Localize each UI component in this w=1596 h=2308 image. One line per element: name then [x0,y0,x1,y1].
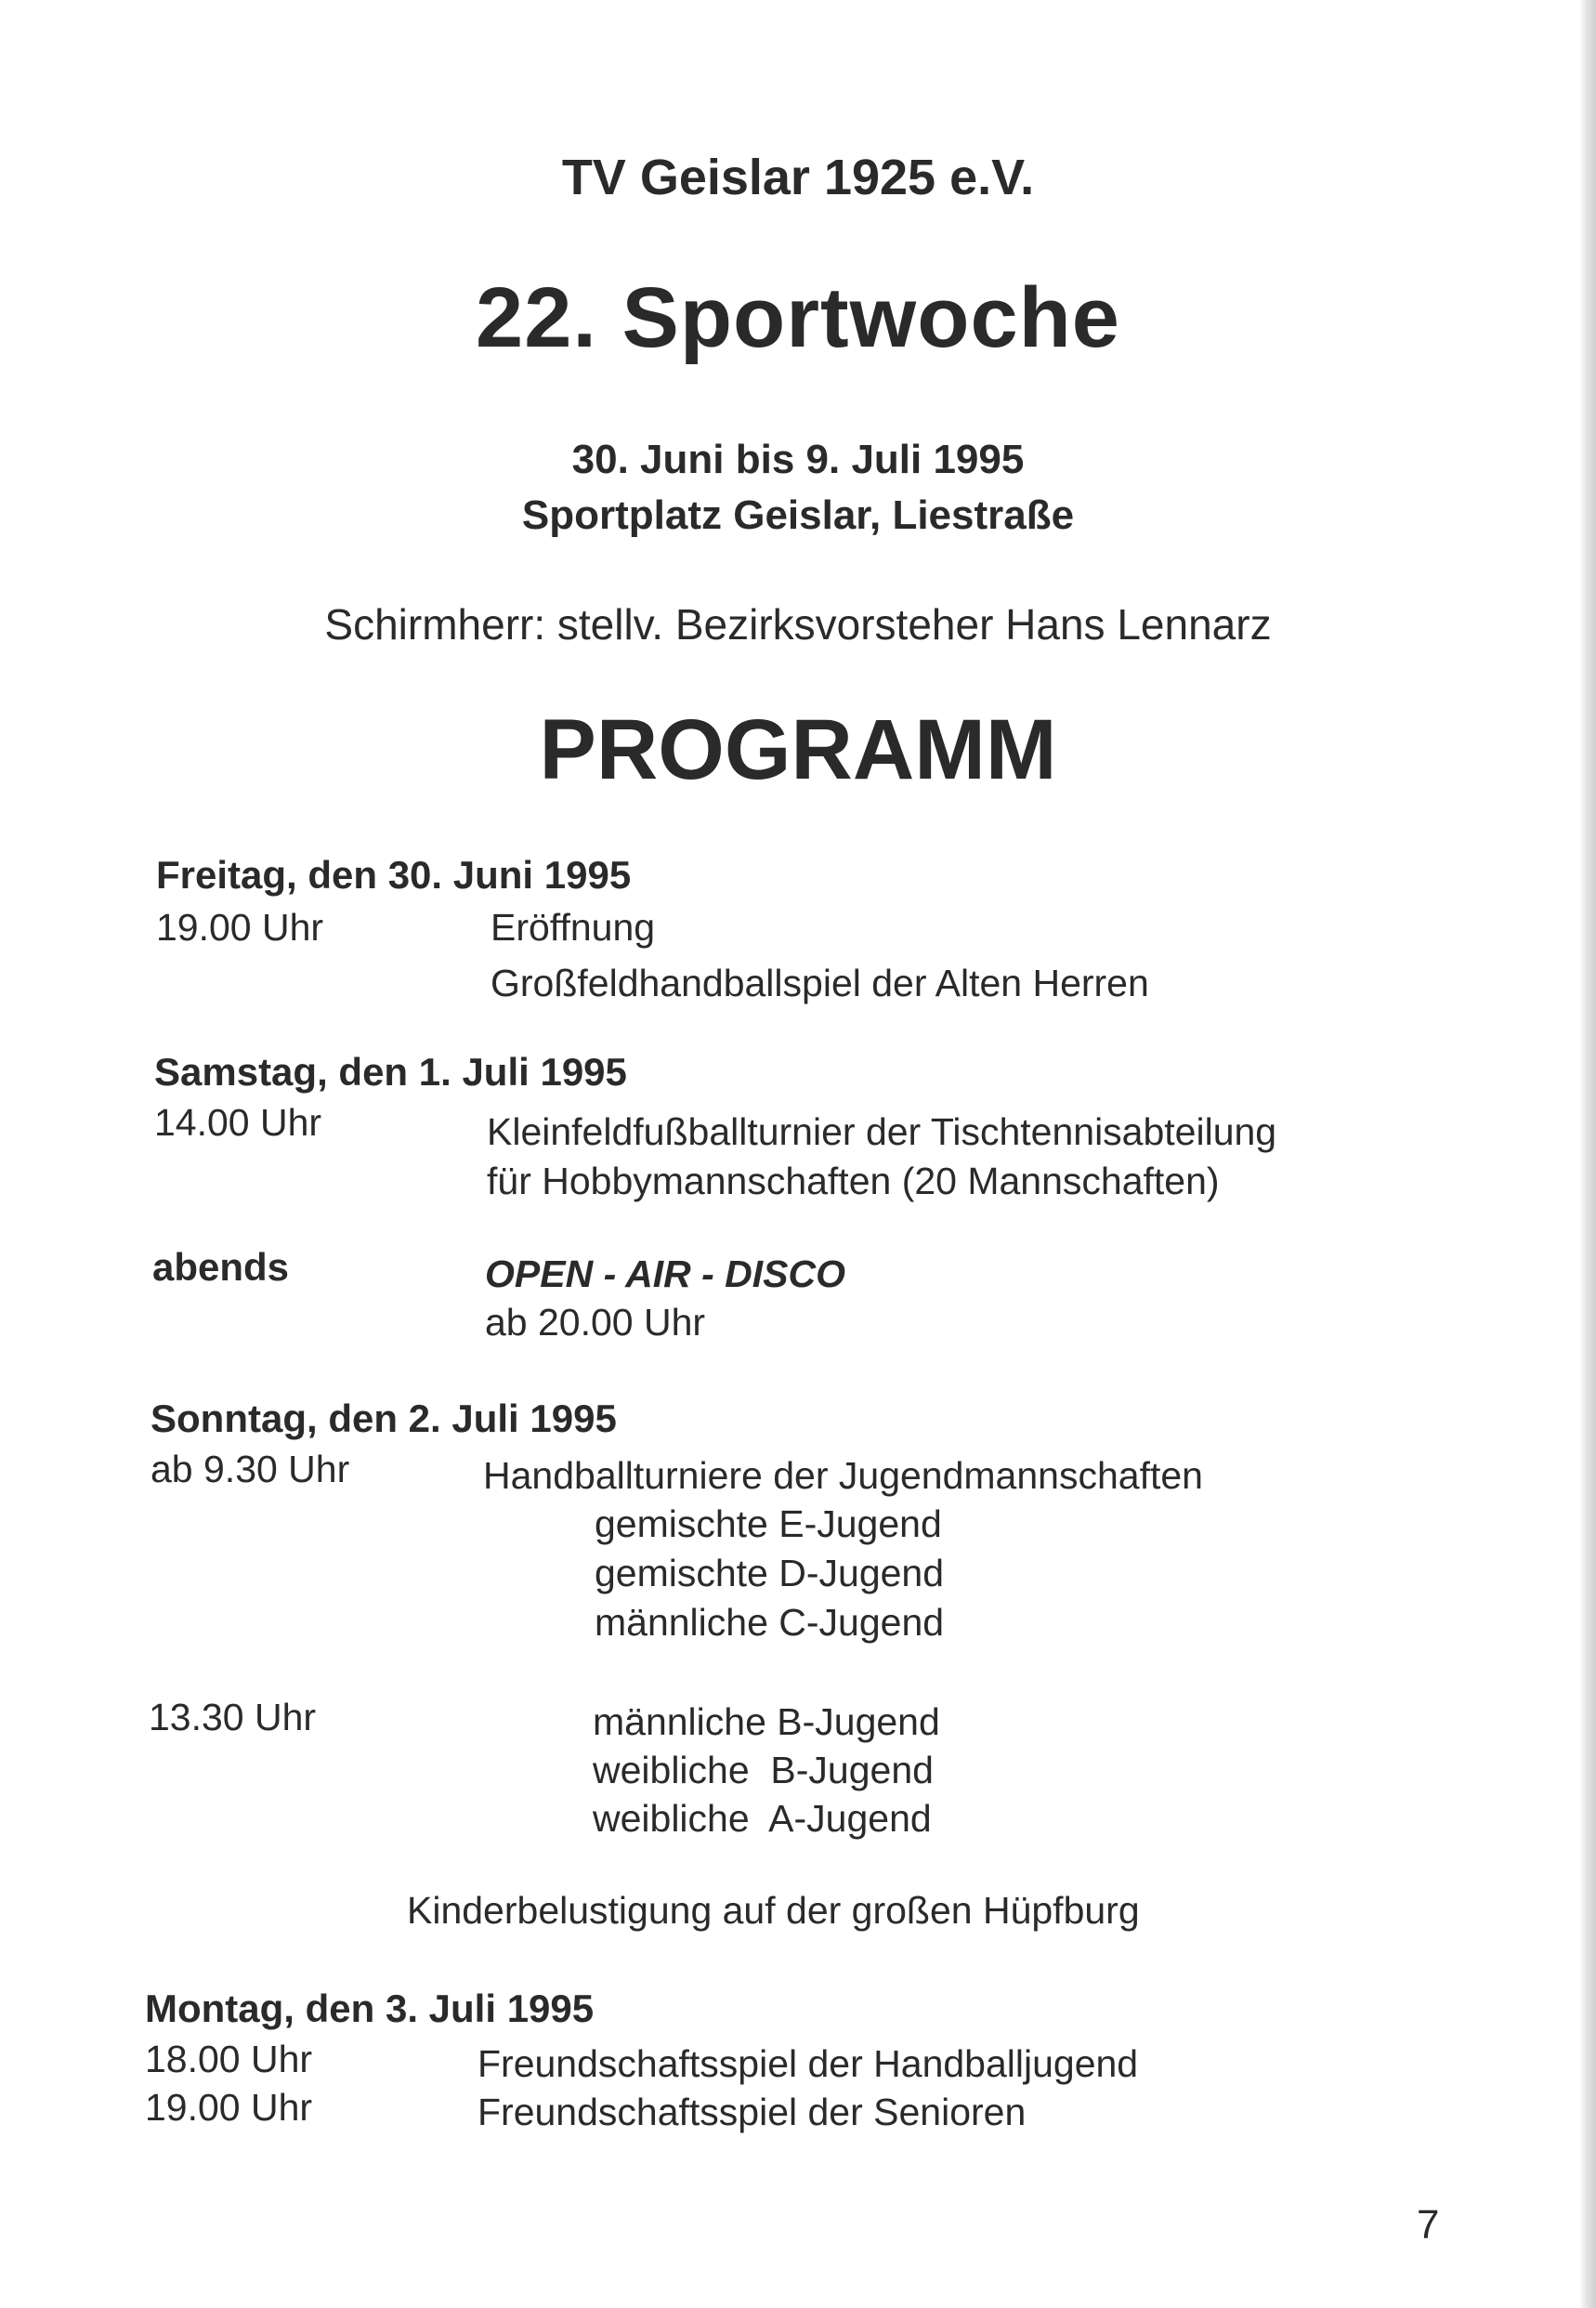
event-dates: 30. Juni bis 9. Juli 1995 [571,437,1025,482]
event-open-air-disco: OPEN - AIR - DISCO [485,1252,845,1295]
kids-entertainment: Kinderbelustigung auf der großen Hüpfburg [407,1889,1140,1932]
time-saturday: 14.00 Uhr [154,1101,322,1144]
disco-start-time: ab 20.00 Uhr [485,1301,706,1344]
team-c-youth: männliche C-Jugend [595,1601,945,1644]
event-old-boys-handball: Großfeldhandballspiel der Alten Herren [491,962,1149,1004]
day-heading-saturday: Samstag, den 1. Juli 1995 [154,1050,627,1094]
program-heading: PROGRAMM [539,702,1057,797]
evening-label: abends [152,1245,290,1289]
event-youth-friendly: Freundschaftsspiel der Handballjugend [477,2042,1139,2085]
page-number: 7 [1417,2202,1440,2248]
event-senior-friendly: Freundschaftsspiel der Senioren [477,2091,1027,2133]
day-heading-sunday: Sonntag, den 2. Juli 1995 [150,1397,617,1440]
event-venue: Sportplatz Geislar, Liestraße [521,492,1075,538]
time-friday: 19.00 Uhr [156,906,324,949]
time-monday-2: 19.00 Uhr [145,2086,313,2129]
day-heading-friday: Freitag, den 30. Juni 1995 [156,853,632,897]
time-monday-1: 18.00 Uhr [145,2038,313,2080]
event-title: 22. Sportwoche [476,270,1120,365]
team-a-youth-female: weibliche A-Jugend [593,1797,932,1840]
event-hobby-teams: für Hobbymannschaften (20 Mannschaften) [487,1160,1220,1202]
team-b-youth-male: männliche B-Jugend [593,1700,940,1743]
event-opening: Eröffnung [491,906,656,949]
club-name: TV Geislar 1925 e.V. [561,150,1035,205]
team-b-youth-female: weibliche B-Jugend [593,1749,934,1791]
event-youth-handball-tournaments: Handballturniere der Jugendmannschaften [483,1454,1203,1497]
event-football-tournament: Kleinfeldfußballturnier der Tischtennisabteilung [487,1110,1277,1153]
day-heading-monday: Montag, den 3. Juli 1995 [145,1987,595,2030]
time-sunday-morning: ab 9.30 Uhr [150,1448,350,1490]
team-d-youth: gemischte D-Jugend [595,1552,945,1594]
team-e-youth: gemischte E-Jugend [595,1502,942,1545]
patron-line: Schirmherr: stellv. Bezirksvorsteher Hans Lennarz [324,600,1272,649]
time-sunday-afternoon: 13.30 Uhr [149,1696,317,1738]
